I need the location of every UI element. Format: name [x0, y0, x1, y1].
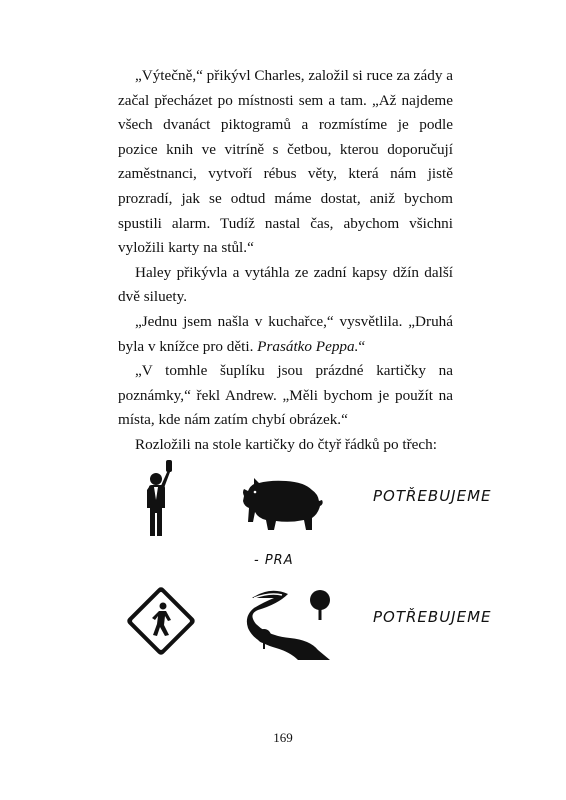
row1-note: POTŘEBUJEME [373, 487, 492, 505]
person-raising-hand-icon [140, 458, 186, 538]
paragraph-1: „Výtečně,“ přikývl Charles, založil si ruce za zády a začal přecházet po místnosti sem a tam. „Až najdeme všech dvanáct piktogramů a rozmístíme je podle pozice knih ve vitríně s četbou, kterou doporučují zaměstnanci, vytvoří rébus věty, která nám jistě prozradí, jak se odtud máme dostat, aniž bychom spustili alarm. Tudíž nastal čas, abychom všichni vyložili karty na stůl.“ [118, 67, 453, 257]
paragraph-3 [118, 310, 453, 359]
pedestrian-crossing-sign-icon [122, 582, 200, 660]
book-title: Prasátko Peppa. [257, 337, 359, 355]
paragraph-3-text: „Jednu jsem našla v kuchařce,“ vysvětlila. „Druhá byla v knížce pro děti. [118, 312, 453, 355]
paragraph-5: Rozložili na stole kartičky do čtyř řádků po třech: [135, 435, 437, 453]
paragraph-2: Haley přikývla a vytáhla ze zadní kapsy džín další dvě siluety. [118, 263, 453, 306]
page-number: 169 [273, 730, 293, 745]
body-text [118, 64, 453, 458]
row2-note: POTŘEBUJEME [373, 608, 492, 626]
winding-road-trees-icon [244, 582, 338, 662]
closing-quote: “ [358, 337, 366, 355]
paragraph-4: „V tomhle šuplíku jsou prázdné kartičky na poznámky,“ řekl Andrew. „Měli bychom je použít na místa, kde nám zatím chybí obrázek.“ [118, 362, 453, 429]
middle-note: - PRA [254, 553, 294, 568]
pig-icon [240, 476, 326, 532]
